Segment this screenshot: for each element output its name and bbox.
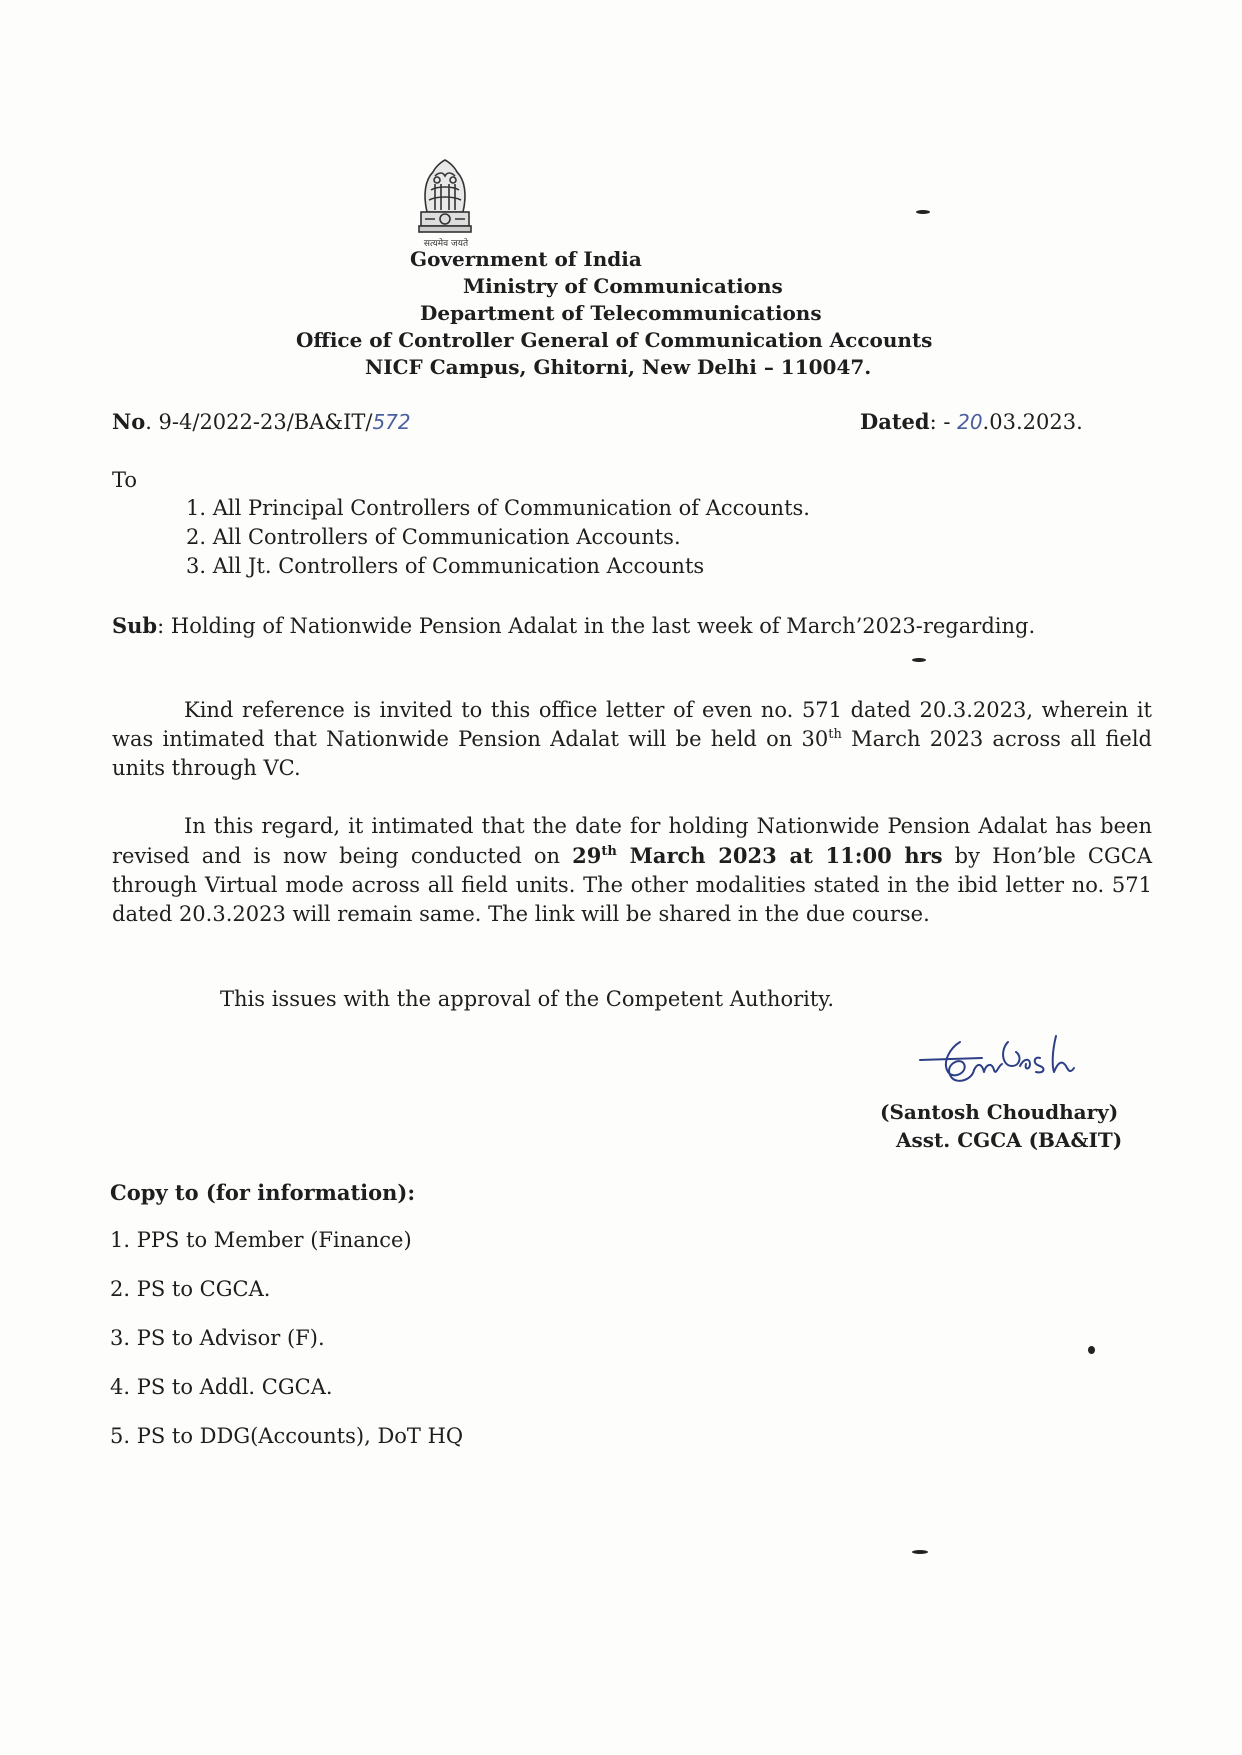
letter-date-sep: : -	[929, 410, 958, 434]
subject-text: : Holding of Nationwide Pension Adalat in the last week of March’2023-regarding.	[157, 614, 1036, 638]
para1-sup: th	[828, 727, 842, 742]
para2-date-day: 29	[572, 843, 602, 868]
para1-text-end: March 2023 across all field units through VC.	[112, 727, 1153, 780]
subject-label: Sub	[112, 613, 158, 638]
national-emblem-icon	[405, 150, 485, 250]
para2-date-time: March 2023 at 11:00 hrs	[616, 843, 943, 868]
copy-to-title: Copy to (for information):	[110, 1180, 416, 1205]
para2-text: In this regard, it intimated that the date for holding Nationwide Pension Adalat has been revised and is now being conducted on	[112, 814, 1152, 868]
signatory-name: (Santosh Choudhary)	[880, 1100, 1119, 1124]
header-ministry: Ministry of Communications	[463, 274, 783, 298]
copy-to-item: 5. PS to DDG(Accounts), DoT HQ	[110, 1424, 464, 1448]
addressee-item: 3. All Jt. Controllers of Communication Accounts	[186, 554, 705, 578]
handwritten-signature	[912, 1022, 1112, 1094]
letter-number	[112, 409, 411, 434]
header-office: Office of Controller General of Communication Accounts	[296, 328, 933, 352]
body-paragraph-2	[112, 812, 1152, 929]
letter-number-label: No	[112, 409, 146, 434]
copy-to-list	[110, 1228, 463, 1473]
copy-to-item: 2. PS to CGCA.	[110, 1277, 271, 1301]
emblem-motto: सत्यमेव जयते	[423, 239, 469, 249]
copy-to-item: 3. PS to Advisor (F).	[110, 1326, 325, 1350]
letter-date-handwritten: 20	[957, 410, 983, 434]
copy-to-item: 4. PS to Addl. CGCA.	[110, 1375, 333, 1399]
subject-line	[112, 611, 1152, 641]
letter-number-value: . 9-4/2022-23/BA&IT/	[145, 410, 373, 434]
addressee-item: 1. All Principal Controllers of Communication of Accounts.	[186, 496, 810, 520]
header-address: NICF Campus, Ghitorni, New Delhi – 110047.	[365, 355, 872, 379]
letter-date	[860, 409, 1083, 434]
body-paragraph-1	[112, 696, 1152, 783]
letter-date-value: .03.2023.	[982, 410, 1083, 434]
addressee-list	[186, 494, 810, 581]
para1-text: Kind reference is invited to this office letter of even no. 571 dated 20.3.2023, wherein it was intimated that Nationwide Pension Adalat will be held on 30	[112, 698, 1152, 751]
signatory-designation: Asst. CGCA (BA&IT)	[896, 1128, 1123, 1152]
to-label: To	[112, 468, 138, 492]
addressee-item: 2. All Controllers of Communication Accounts.	[186, 525, 681, 549]
header-department: Department of Telecommunications	[420, 301, 822, 325]
letter-date-label: Dated	[860, 409, 930, 434]
para2-text-end: by Hon’ble CGCA through Virtual mode across all field units. The other modalities stated in the ibid letter no. 571 dated 20.3.2023 will remain same. The link will be shared in the due course.	[112, 844, 1152, 926]
para2-sup: th	[601, 844, 617, 859]
header-government: Government of India	[410, 247, 642, 271]
copy-to-item: 1. PPS to Member (Finance)	[110, 1228, 412, 1252]
letter-number-handwritten: 572	[372, 410, 411, 434]
body-paragraph-3: This issues with the approval of the Competent Authority.	[220, 987, 835, 1011]
